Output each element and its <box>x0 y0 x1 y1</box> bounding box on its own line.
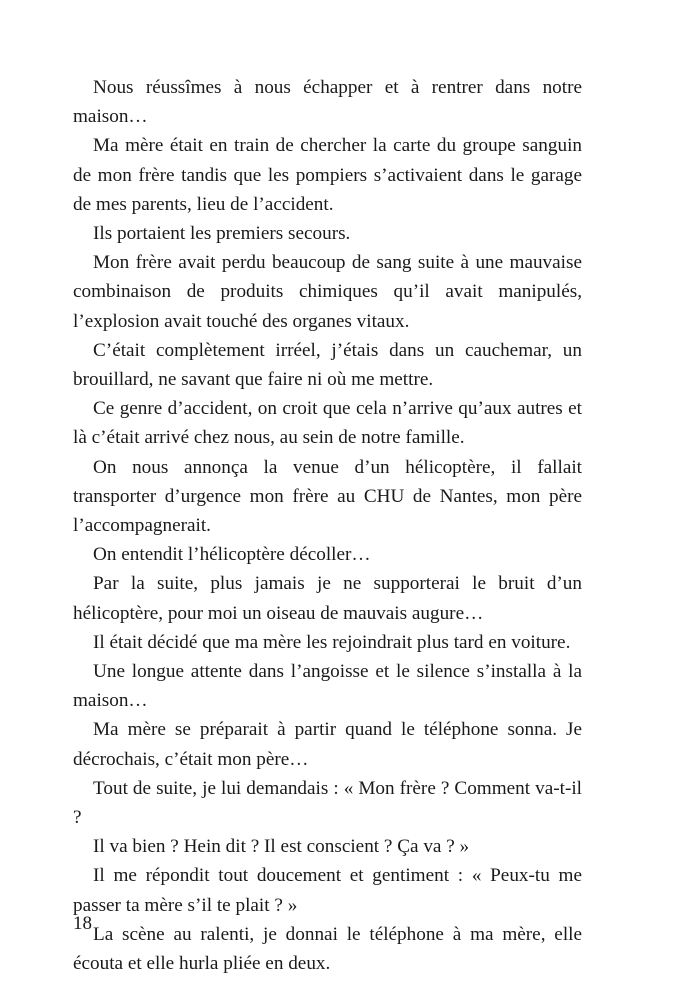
paragraph-16: La scène au ralenti, je donnai le téléphone à ma mère, elle écouta et elle hurla pliée en deux. <box>73 923 582 975</box>
paragraph-10: Il était décidé que ma mère les rejoindrait plus tard en voiture. <box>93 631 571 653</box>
paragraph-3: Ils portaient les premiers secours. <box>93 223 351 245</box>
paragraph-6: Ce genre d’accident, on croit que cela n’arrive qu’aux autres et là c’était arrivé chez nous, au sein de notre famille. <box>73 398 582 449</box>
paragraph-5: C’était complètement irréel, j’étais dans un cauchemar, un brouillard, ne savant que faire ni où me mettre. <box>73 339 582 391</box>
paragraph-14: Il va bien ? Hein dit ? Il est conscient ? Ça va ? » <box>93 836 470 858</box>
body-text <box>73 73 582 978</box>
paragraph-8: On entendit l’hélicoptère décoller… <box>93 544 371 566</box>
paragraph-7: On nous annonça la venue d’un hélicoptère, il fallait transporter d’urgence mon frère au CHU de Nantes, mon père l’accompagnerait. <box>73 456 582 537</box>
paragraph-12: Ma mère se préparait à partir quand le téléphone sonna. Je décrochais, c’était mon père… <box>73 719 582 770</box>
paragraph-15: Il me répondit tout doucement et gentiment : « Peux-tu me passer ta mère s’il te plait ? » <box>73 865 582 916</box>
paragraph-1: Nous réussîmes à nous échapper et à rentrer dans notre maison… <box>73 77 582 128</box>
paragraph-13: Tout de suite, je lui demandais : « Mon frère ? Comment va-t-il ? <box>73 777 582 829</box>
paragraph-2: Ma mère était en train de chercher la carte du groupe sanguin de mon frère tandis que les pompiers s’activaient dans le garage de mes parents, lieu de l’accident. <box>73 135 582 215</box>
paragraph-9: Par la suite, plus jamais je ne supporterai le bruit d’un hélicoptère, pour moi un oiseau de mauvais augure… <box>73 573 582 624</box>
page-number: 18 <box>73 913 92 934</box>
paragraph-11: Une longue attente dans l’angoisse et le silence s’installa à la maison… <box>73 661 582 712</box>
paragraph-4: Mon frère avait perdu beaucoup de sang suite à une mauvaise combinaison de produits chimiques qu’il avait manipulés, l’explosion avait touché des organes vitaux. <box>73 252 582 332</box>
